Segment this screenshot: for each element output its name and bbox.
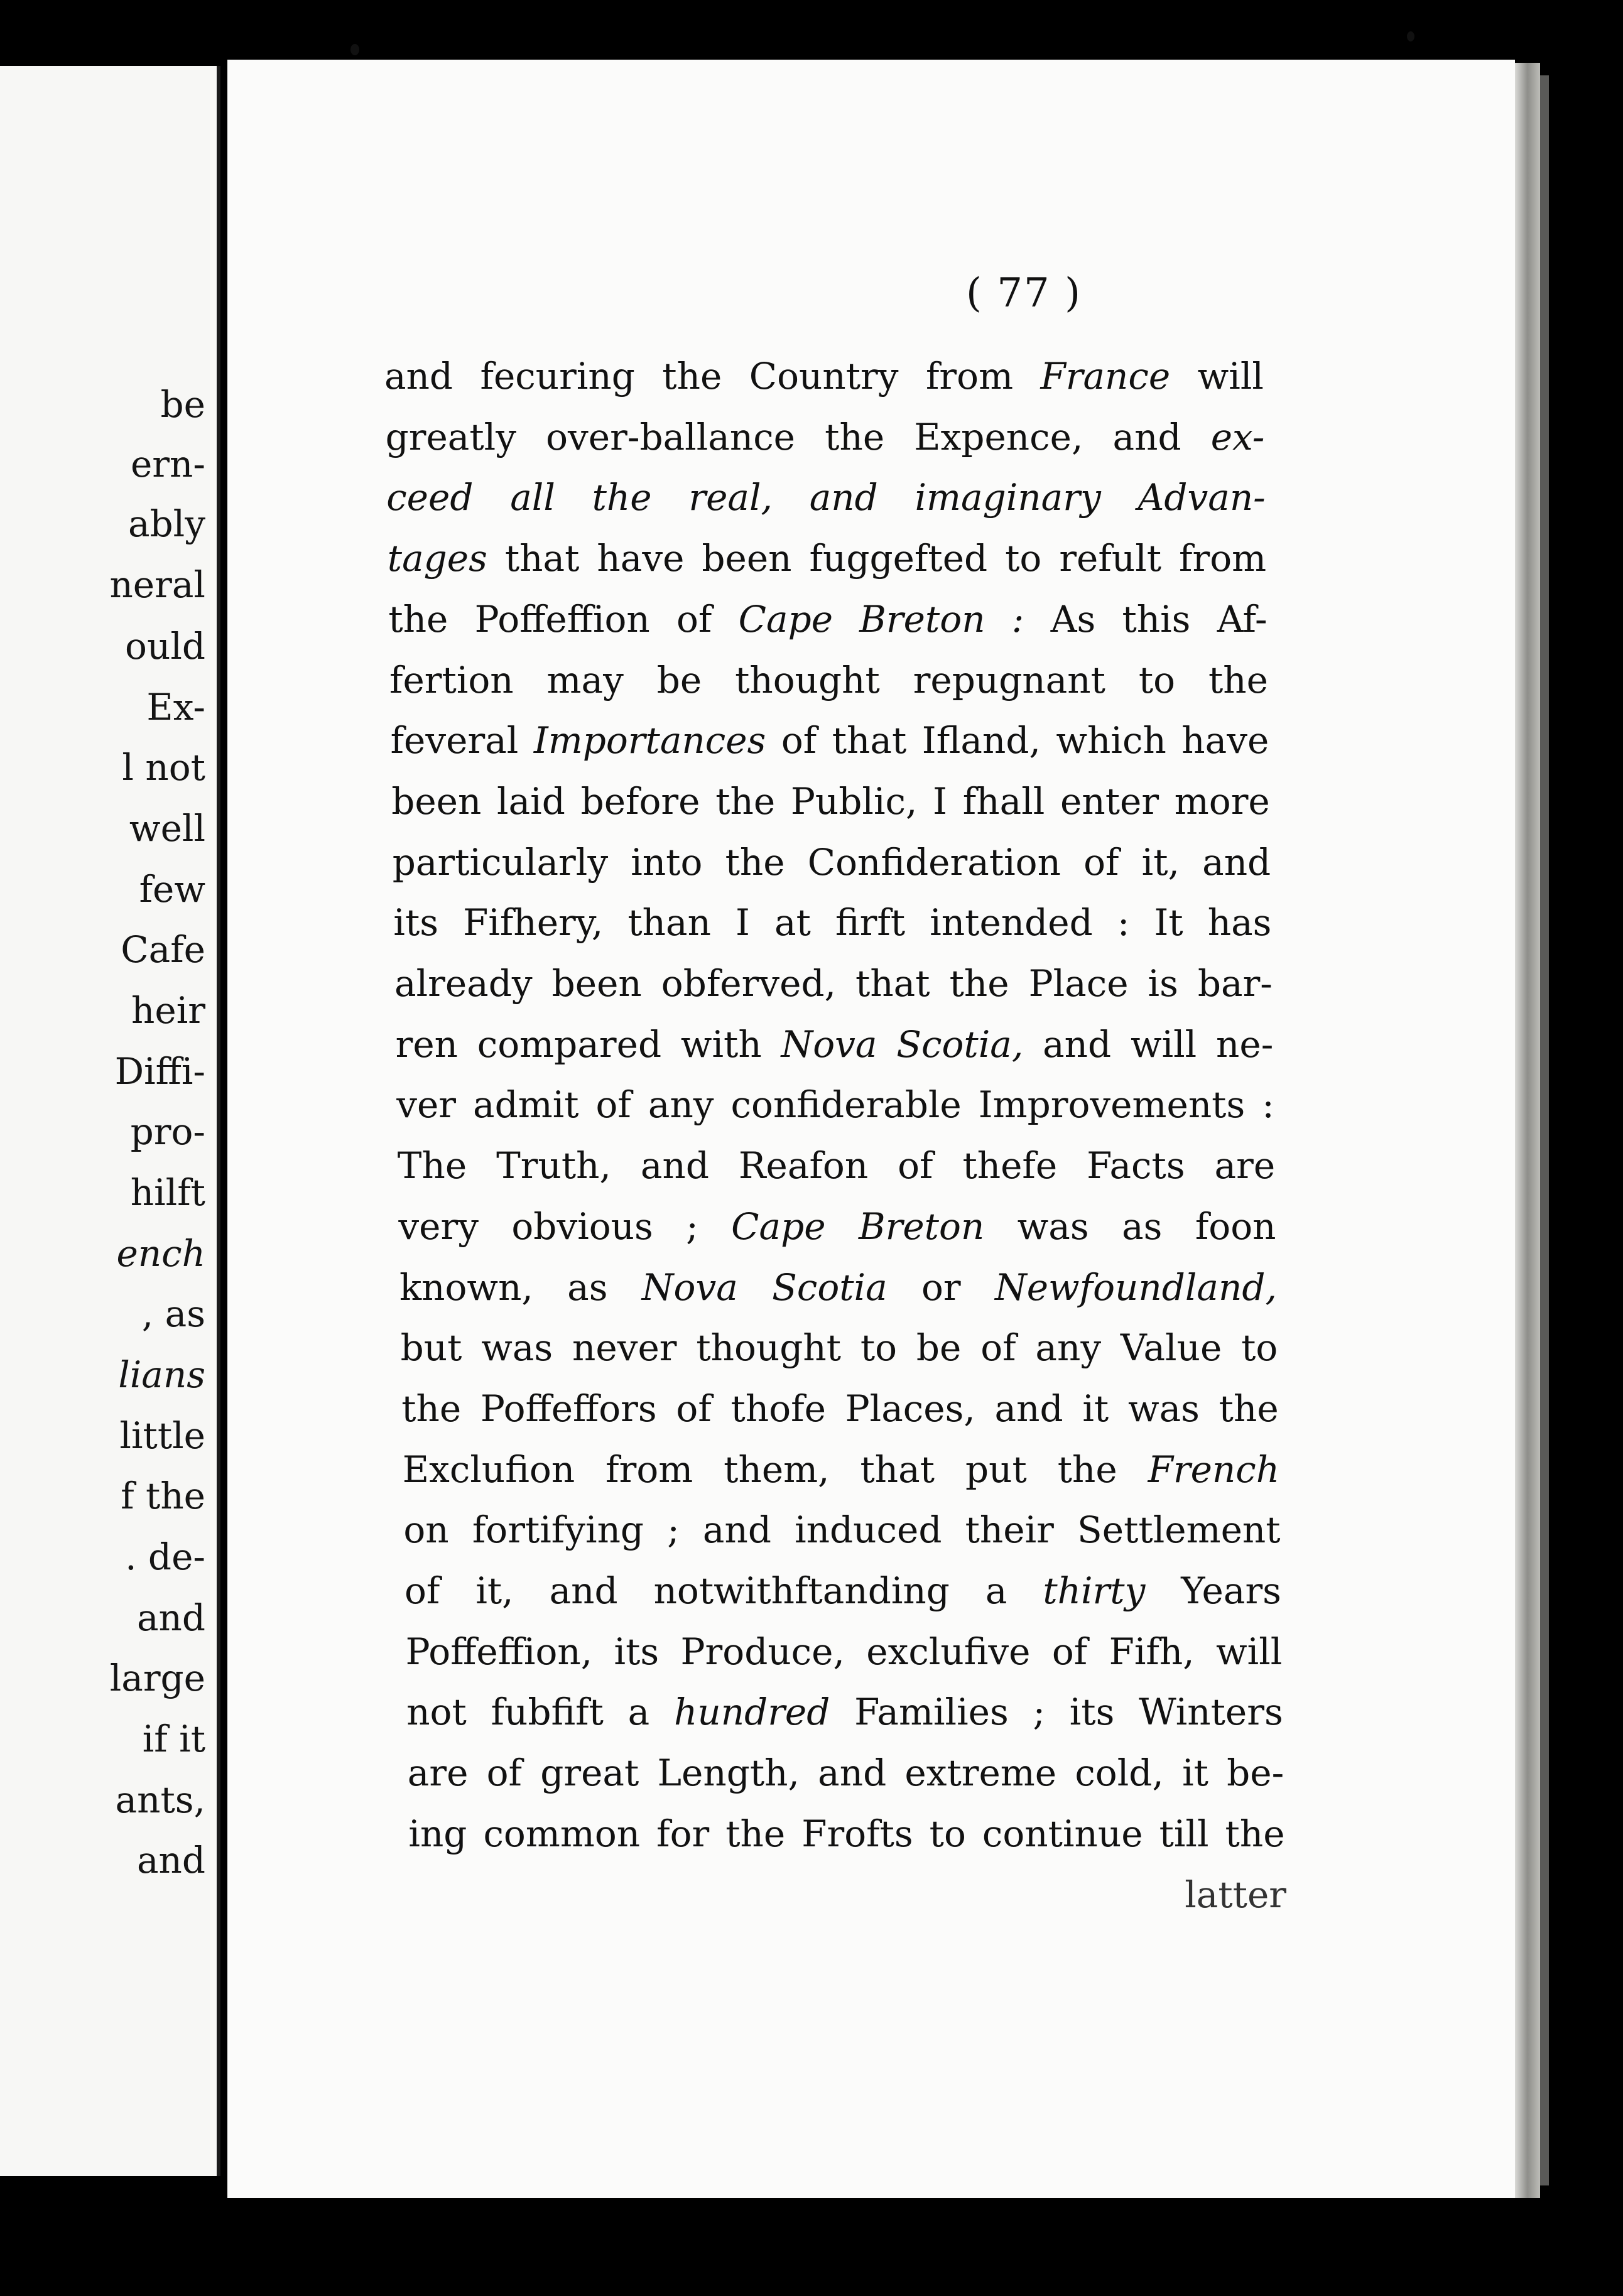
word: Improvements bbox=[978, 1083, 1246, 1127]
word: Poffeffion bbox=[474, 597, 650, 641]
word: Scotia, bbox=[896, 1022, 1024, 1066]
word: that bbox=[855, 962, 930, 1005]
word: Truth, bbox=[496, 1144, 611, 1188]
word: of bbox=[404, 1569, 440, 1612]
word: Breton bbox=[858, 1205, 985, 1248]
word: Produce, bbox=[680, 1630, 845, 1673]
left-page-fragment: and bbox=[136, 1596, 205, 1639]
left-page-fragment: and bbox=[136, 1839, 205, 1882]
left-page-fragment: ants, bbox=[115, 1779, 205, 1821]
text-line bbox=[408, 1752, 1284, 1794]
word: on bbox=[403, 1508, 449, 1552]
word: bar- bbox=[1197, 962, 1273, 1005]
word: was bbox=[1017, 1205, 1089, 1248]
text-line bbox=[398, 1144, 1275, 1187]
word: admit bbox=[472, 1083, 579, 1127]
word: Poffeffion, bbox=[405, 1630, 593, 1673]
left-page-fragment: few bbox=[139, 868, 205, 911]
word: of bbox=[486, 1752, 523, 1795]
word: Length, bbox=[657, 1752, 800, 1795]
word: very bbox=[398, 1205, 479, 1248]
word: as bbox=[567, 1265, 608, 1309]
word: Exclufion bbox=[402, 1448, 575, 1491]
page-number: ( 77 ) bbox=[966, 270, 1082, 317]
word: from bbox=[605, 1448, 693, 1491]
left-page-fragment: Cafe bbox=[121, 928, 205, 971]
word: its bbox=[1069, 1691, 1115, 1734]
left-page-fragment: lians bbox=[118, 1353, 205, 1396]
left-page-fragment: ern- bbox=[130, 443, 205, 485]
word: ex- bbox=[1210, 415, 1265, 458]
word: their bbox=[965, 1508, 1054, 1552]
word: ren bbox=[395, 1022, 458, 1066]
word: not bbox=[406, 1691, 467, 1734]
word: any bbox=[648, 1083, 714, 1127]
previous-page bbox=[0, 66, 220, 2176]
word: and bbox=[1202, 840, 1271, 884]
word: the bbox=[592, 476, 652, 519]
word: of bbox=[595, 1083, 631, 1127]
word: imaginary bbox=[915, 476, 1101, 519]
word: and bbox=[818, 1752, 887, 1795]
word: Value bbox=[1120, 1326, 1222, 1370]
word: and bbox=[549, 1569, 618, 1612]
word: never bbox=[572, 1326, 677, 1370]
word: was bbox=[1127, 1387, 1200, 1430]
word: been bbox=[551, 962, 642, 1005]
word: into bbox=[631, 840, 703, 884]
word: and bbox=[1043, 1022, 1112, 1066]
word: Years bbox=[1181, 1569, 1281, 1612]
word: Nova bbox=[641, 1265, 738, 1309]
word: will bbox=[1197, 355, 1264, 398]
word: laid bbox=[497, 779, 565, 823]
word: of bbox=[676, 1387, 712, 1430]
word: and bbox=[702, 1508, 771, 1552]
word: be bbox=[916, 1326, 962, 1370]
word: the bbox=[1219, 1387, 1279, 1430]
word: ne- bbox=[1216, 1022, 1274, 1066]
word: ver bbox=[396, 1083, 457, 1127]
word: with bbox=[680, 1022, 762, 1066]
word: that bbox=[832, 719, 907, 762]
word: Confideration bbox=[807, 840, 1061, 884]
page-edge bbox=[1515, 63, 1540, 2198]
word: are bbox=[1214, 1144, 1276, 1188]
word: I bbox=[933, 779, 948, 823]
word: ceed bbox=[386, 476, 474, 519]
text-line bbox=[389, 659, 1268, 701]
word: or bbox=[921, 1265, 961, 1309]
word: them, bbox=[724, 1448, 830, 1491]
word: hundred bbox=[674, 1691, 830, 1734]
word: Fifhery, bbox=[463, 901, 604, 945]
word: Fifh, bbox=[1109, 1630, 1195, 1673]
word: and bbox=[640, 1144, 709, 1188]
word: obferved, bbox=[661, 962, 837, 1005]
text-line bbox=[401, 1387, 1279, 1430]
word: its bbox=[393, 901, 439, 945]
word: thirty bbox=[1043, 1569, 1146, 1612]
word: as bbox=[1122, 1205, 1163, 1248]
word: refult bbox=[1059, 537, 1162, 580]
word: Facts bbox=[1087, 1144, 1185, 1188]
left-page-fragment: ench bbox=[116, 1232, 205, 1275]
word: real, bbox=[688, 476, 773, 519]
word: it, bbox=[1141, 840, 1180, 884]
word: and bbox=[384, 355, 453, 398]
word: Frofts bbox=[801, 1812, 913, 1855]
left-page-fragment: Diffi- bbox=[114, 1050, 205, 1093]
word: Settlement bbox=[1077, 1508, 1281, 1552]
word: feveral bbox=[390, 719, 519, 762]
left-page-fragment: ould bbox=[125, 625, 205, 668]
word: all bbox=[510, 476, 555, 519]
word: any bbox=[1035, 1326, 1102, 1370]
word: was bbox=[481, 1326, 553, 1370]
word: Public, bbox=[790, 779, 918, 823]
left-page-fragment: well bbox=[129, 807, 205, 850]
word: been bbox=[702, 537, 792, 580]
word: to bbox=[1241, 1326, 1278, 1370]
word: fubfift bbox=[491, 1691, 604, 1734]
text-line bbox=[398, 1205, 1276, 1248]
word: the bbox=[825, 415, 885, 458]
word: compared bbox=[477, 1022, 662, 1066]
word: fuggefted bbox=[809, 537, 988, 580]
text-line bbox=[386, 476, 1266, 519]
word: France bbox=[1040, 355, 1171, 398]
word: ing bbox=[408, 1812, 467, 1855]
text-line bbox=[404, 1569, 1281, 1612]
word: Poffeffors bbox=[480, 1387, 657, 1430]
word: and bbox=[1112, 415, 1181, 458]
word: a bbox=[985, 1569, 1007, 1612]
word: already bbox=[394, 962, 533, 1005]
word: Advan- bbox=[1137, 476, 1266, 519]
word: Reafon bbox=[738, 1144, 869, 1188]
word: tages bbox=[387, 537, 487, 580]
left-page-fragment: , as bbox=[141, 1292, 205, 1335]
left-page-fragment: be bbox=[160, 383, 205, 426]
word: thefe bbox=[962, 1144, 1058, 1188]
text-line bbox=[391, 719, 1269, 762]
word: has bbox=[1207, 901, 1272, 945]
left-page-fragment: . de- bbox=[125, 1535, 205, 1578]
word: : bbox=[1011, 597, 1024, 641]
left-page-fragment: l not bbox=[122, 746, 205, 789]
word: it, bbox=[475, 1569, 514, 1612]
text-line bbox=[394, 962, 1273, 1005]
left-page-fragment: hilft bbox=[130, 1171, 205, 1214]
word: thought bbox=[735, 658, 880, 701]
word: great bbox=[540, 1752, 639, 1795]
word: Ifland, bbox=[921, 719, 1041, 762]
word: French bbox=[1148, 1448, 1280, 1491]
word: it bbox=[1082, 1387, 1109, 1430]
word: for bbox=[656, 1812, 710, 1855]
word: I bbox=[736, 901, 750, 945]
left-page-fragment: large bbox=[109, 1657, 205, 1699]
word: to bbox=[1138, 658, 1176, 701]
word: will bbox=[1130, 1022, 1197, 1066]
word: may bbox=[546, 658, 624, 701]
word: its bbox=[614, 1630, 660, 1673]
speck bbox=[350, 44, 359, 55]
word: Winters bbox=[1139, 1691, 1283, 1734]
word: till bbox=[1159, 1812, 1209, 1855]
word: of bbox=[898, 1144, 933, 1188]
word: from bbox=[1179, 537, 1267, 580]
word: to bbox=[1005, 537, 1042, 580]
text-line bbox=[403, 1508, 1280, 1551]
word: have bbox=[1181, 719, 1269, 762]
word: over-ballance bbox=[546, 415, 796, 458]
word: put bbox=[965, 1448, 1027, 1491]
word: foon bbox=[1195, 1205, 1276, 1248]
left-page-fragment: f the bbox=[121, 1475, 205, 1517]
word: will bbox=[1216, 1630, 1283, 1673]
text-line bbox=[384, 355, 1264, 398]
word: Cape bbox=[738, 597, 833, 641]
word: intended bbox=[930, 901, 1093, 945]
word: is bbox=[1148, 962, 1178, 1005]
word: The bbox=[397, 1144, 467, 1188]
word: and bbox=[809, 476, 878, 519]
word: Af- bbox=[1217, 597, 1267, 641]
word: the bbox=[1225, 1812, 1285, 1855]
word: fecuring bbox=[480, 355, 635, 398]
word: and bbox=[994, 1387, 1063, 1430]
word: cold, bbox=[1075, 1752, 1164, 1795]
word: continue bbox=[982, 1812, 1143, 1855]
text-line bbox=[401, 1326, 1278, 1369]
word: the bbox=[725, 840, 785, 884]
word: ; bbox=[667, 1508, 680, 1552]
word: thofe bbox=[730, 1387, 826, 1430]
text-line bbox=[386, 416, 1265, 458]
word: but bbox=[400, 1326, 462, 1370]
text-line bbox=[391, 780, 1270, 823]
text-line bbox=[388, 598, 1267, 641]
word: of bbox=[1083, 840, 1119, 884]
word: repugnant bbox=[913, 658, 1105, 701]
word: the bbox=[1208, 658, 1268, 701]
word: the bbox=[715, 779, 776, 823]
word: of bbox=[676, 597, 712, 641]
word: are bbox=[407, 1752, 469, 1795]
word: Nova bbox=[781, 1022, 877, 1066]
text-line bbox=[406, 1630, 1283, 1673]
left-page-fragment: neral bbox=[109, 563, 205, 606]
page-edge-shadow bbox=[1540, 75, 1549, 2185]
word: of bbox=[781, 719, 817, 762]
word: of bbox=[1051, 1630, 1088, 1673]
text-line bbox=[393, 901, 1271, 944]
word: the bbox=[1057, 1448, 1117, 1491]
word: fhall bbox=[962, 779, 1045, 823]
catchword: latter bbox=[1185, 1873, 1286, 1916]
word: Places, bbox=[845, 1387, 975, 1430]
left-page-fragment: heir bbox=[131, 989, 205, 1032]
word: particularly bbox=[392, 840, 609, 884]
word: to bbox=[860, 1326, 898, 1370]
word: ; bbox=[1033, 1691, 1046, 1734]
word: extreme bbox=[904, 1752, 1057, 1795]
word: a bbox=[627, 1691, 650, 1734]
word: : bbox=[1117, 901, 1130, 945]
word: common bbox=[483, 1812, 641, 1855]
word: be- bbox=[1227, 1752, 1284, 1795]
word: to bbox=[929, 1812, 966, 1855]
word: Place bbox=[1028, 962, 1129, 1005]
text-line bbox=[396, 1083, 1274, 1126]
word: than bbox=[627, 901, 711, 945]
word: Breton bbox=[859, 597, 985, 641]
word: this bbox=[1122, 597, 1191, 641]
word: Families bbox=[854, 1691, 1009, 1734]
word: Newfoundland, bbox=[994, 1265, 1277, 1309]
word: ; bbox=[686, 1205, 698, 1248]
word: : bbox=[1262, 1083, 1274, 1127]
text-line bbox=[403, 1448, 1279, 1491]
speck bbox=[1407, 31, 1414, 41]
word: induced bbox=[795, 1508, 942, 1552]
word: Cape bbox=[731, 1205, 826, 1248]
word: from bbox=[925, 355, 1014, 398]
word: confiderable bbox=[730, 1083, 962, 1127]
word: of bbox=[980, 1326, 1016, 1370]
word: the bbox=[949, 962, 1009, 1005]
text-line bbox=[393, 841, 1271, 884]
current-page bbox=[227, 60, 1515, 2198]
text-line bbox=[396, 1023, 1274, 1066]
word: have bbox=[597, 537, 685, 580]
left-page-fragment: ably bbox=[128, 502, 205, 545]
word: the bbox=[388, 597, 448, 641]
word: As bbox=[1050, 597, 1096, 641]
text-line bbox=[406, 1691, 1283, 1733]
left-page-fragment: little bbox=[119, 1414, 205, 1457]
word: known, bbox=[399, 1265, 533, 1309]
left-page-fragment: pro- bbox=[130, 1110, 205, 1153]
word: before bbox=[580, 779, 700, 823]
word: It bbox=[1154, 901, 1183, 945]
word: fertion bbox=[389, 658, 514, 701]
word: Importances bbox=[533, 719, 766, 762]
word: more bbox=[1174, 779, 1270, 823]
word: the bbox=[401, 1387, 462, 1430]
word: Scotia bbox=[772, 1265, 887, 1309]
word: be bbox=[656, 658, 702, 701]
word: notwithftanding bbox=[653, 1569, 950, 1612]
word: at bbox=[774, 901, 811, 945]
word: enter bbox=[1060, 779, 1159, 823]
word: Expence, bbox=[914, 415, 1083, 458]
word: it bbox=[1182, 1752, 1208, 1795]
left-page-fragment: Ex- bbox=[146, 686, 205, 728]
word: been bbox=[391, 779, 482, 823]
word: exclufive bbox=[866, 1630, 1031, 1673]
left-page-fragment: if it bbox=[142, 1718, 205, 1760]
word: greatly bbox=[385, 415, 516, 458]
word: obvious bbox=[511, 1205, 653, 1248]
text-line bbox=[408, 1812, 1284, 1855]
word: firft bbox=[835, 901, 906, 945]
word: Country bbox=[749, 355, 899, 398]
text-line bbox=[388, 537, 1266, 580]
word: thought bbox=[696, 1326, 842, 1370]
word: fortifying bbox=[472, 1508, 644, 1552]
word: that bbox=[504, 537, 580, 580]
word: that bbox=[860, 1448, 935, 1491]
word: the bbox=[662, 355, 722, 398]
text-line bbox=[399, 1266, 1277, 1309]
word: which bbox=[1056, 719, 1166, 762]
word: the bbox=[725, 1812, 786, 1855]
